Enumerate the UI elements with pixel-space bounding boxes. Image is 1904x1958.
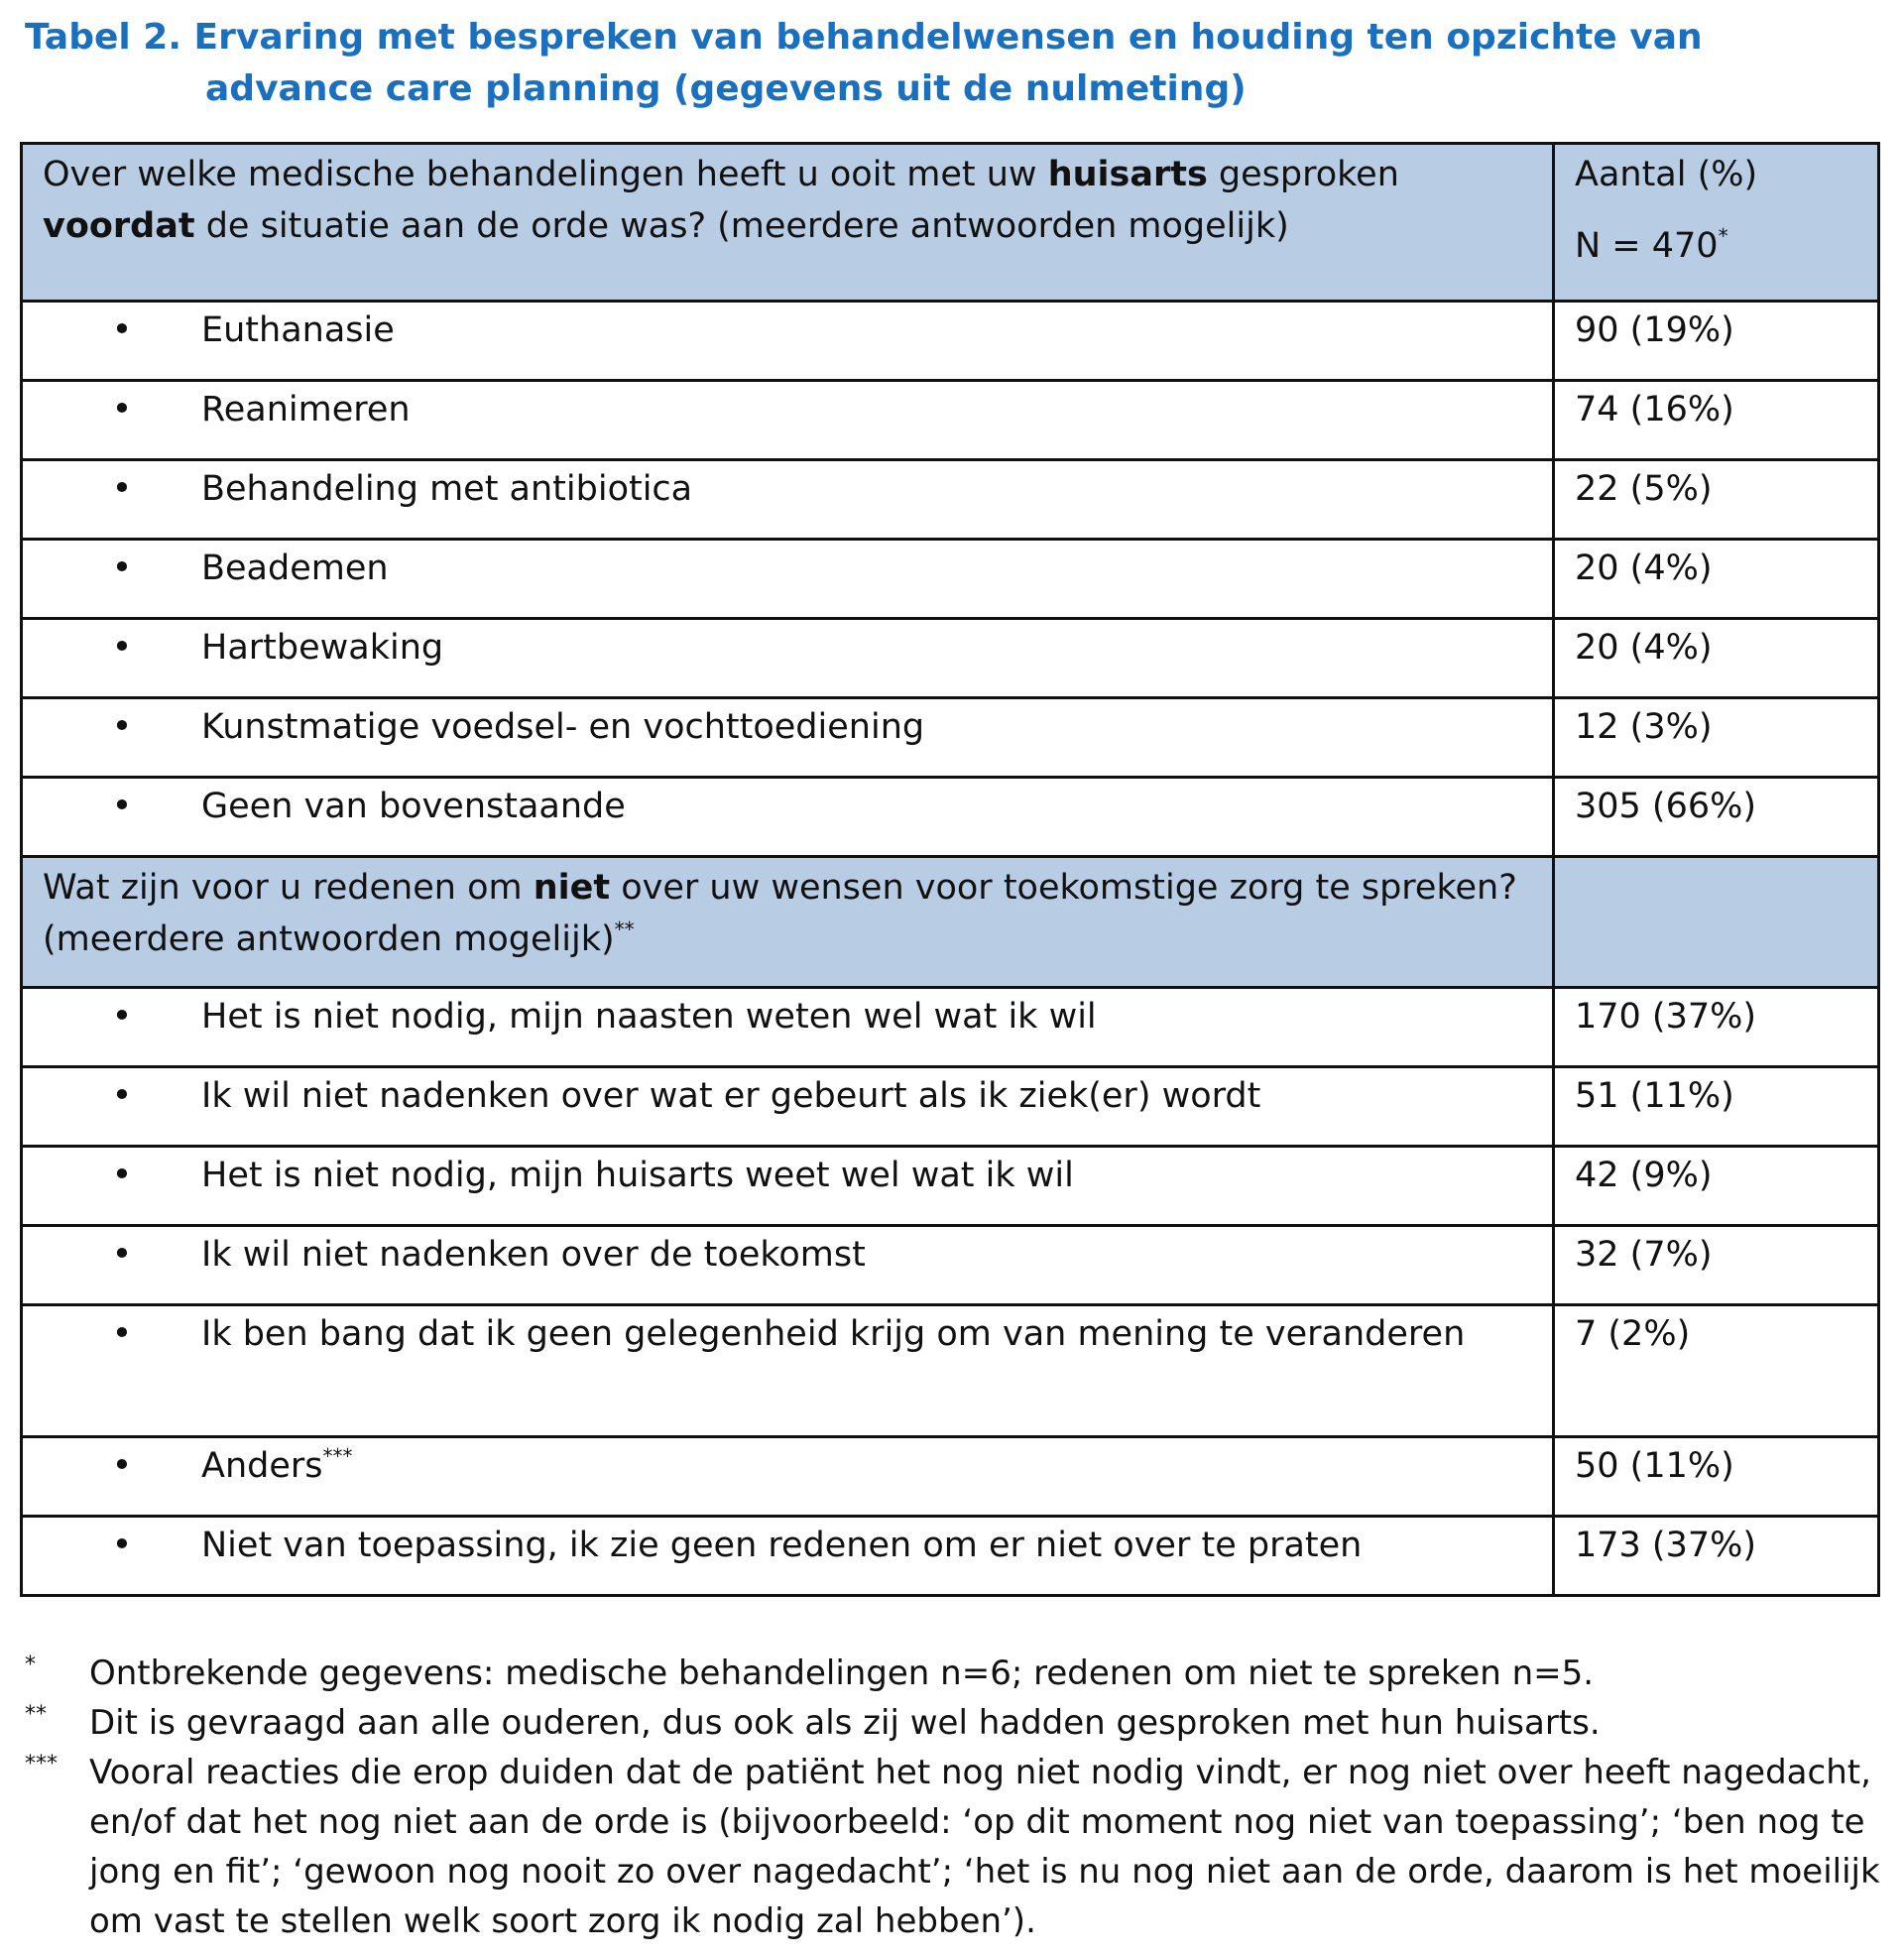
footnote-text: Vooral reacties die erop duiden dat de patiënt het nog niet nodig vindt, er nog niet over heeft nagedacht, en/of dat het nog niet aan de orde is (bijvoorbeeld: ‘op dit moment nog niet van toepassing’; ‘ben nog te jong en fit’; ‘gewoon nog nooit zo over nagedacht’; ‘het is nu nog niet aan de orde, daarom is het moeilijk om vast te stellen welk soort zorg ik nodig zal hebben’).: [89, 1753, 1880, 1941]
sample-size-label: N = 470: [1575, 226, 1719, 266]
bullet-icon: •: [111, 310, 133, 350]
table-row: [22, 1147, 1879, 1226]
row-value: 20 (4%): [1554, 540, 1879, 619]
footnote: [25, 1748, 1889, 1946]
row-label: Ik ben bang dat ik geen gelegenheid krijg om van mening te veranderen: [201, 1314, 1466, 1354]
bullet-icon: •: [111, 1446, 133, 1486]
row-value: 20 (4%): [1554, 619, 1879, 698]
table-title-line2: advance care planning (gegevens uit de nulmeting): [205, 68, 1247, 109]
row-value: 22 (5%): [1554, 460, 1879, 540]
footnote-text: Dit is gevraagd aan alle ouderen, dus ook als zij wel hadden gesproken met hun huisarts.: [89, 1703, 1601, 1743]
count-header-label: Aantal (%): [1575, 155, 1758, 194]
row-value: 12 (3%): [1554, 698, 1879, 778]
bullet-icon: •: [111, 707, 133, 747]
row-value: 32 (7%): [1554, 1226, 1879, 1305]
question-text: gesproken: [1207, 155, 1399, 194]
bullet-icon: •: [111, 628, 133, 668]
table-row: [22, 698, 1879, 778]
bullet-icon: •: [111, 787, 133, 826]
table-row: [22, 460, 1879, 540]
section1-header-row: [22, 144, 1879, 302]
row-label: Euthanasie: [201, 310, 395, 350]
table-row: [22, 778, 1879, 857]
table-row: [22, 381, 1879, 460]
row-label: Geen van bovenstaande: [201, 787, 626, 826]
question-text: Wat zijn voor u redenen om: [43, 868, 534, 908]
row-label: Kunstmatige voedsel- en vochttoediening: [201, 707, 925, 747]
row-label: Ik wil niet nadenken over wat er gebeurt als ik ziek(er) wordt: [201, 1076, 1261, 1116]
question-text: over uw wensen voor toekomstige zorg te spreken? (meerdere antwoorden mogelijk): [43, 868, 1517, 959]
row-value: 170 (37%): [1554, 988, 1879, 1067]
table-row: [22, 1517, 1879, 1596]
bullet-icon: •: [111, 1526, 133, 1565]
question-emphasis: niet: [533, 868, 611, 908]
row-value: 51 (11%): [1554, 1067, 1879, 1147]
section1-question: [22, 144, 1554, 302]
row-value: 7 (2%): [1554, 1305, 1879, 1437]
row-value: 74 (16%): [1554, 381, 1879, 460]
footnotes: [25, 1649, 1889, 1946]
row-value: 173 (37%): [1554, 1517, 1879, 1596]
table-row: [22, 988, 1879, 1067]
row-label: Hartbewaking: [201, 628, 444, 668]
table-row: [22, 540, 1879, 619]
footnote-marker: *: [1718, 224, 1728, 248]
question-emphasis: huisarts: [1047, 155, 1208, 194]
footnote: [25, 1649, 1889, 1698]
section2-question: [22, 857, 1554, 988]
bullet-icon: •: [111, 390, 133, 429]
table-row: [22, 619, 1879, 698]
bullet-icon: •: [111, 997, 133, 1037]
row-value: 42 (9%): [1554, 1147, 1879, 1226]
row-label: Anders: [201, 1446, 323, 1486]
count-header: [1554, 144, 1879, 302]
question-emphasis: voordat: [43, 206, 195, 246]
row-label: Beademen: [201, 549, 389, 588]
row-value: 305 (66%): [1554, 778, 1879, 857]
bullet-icon: •: [111, 549, 133, 588]
bullet-icon: •: [111, 1314, 133, 1354]
row-label: Het is niet nodig, mijn naasten weten wel wat ik wil: [201, 997, 1097, 1037]
row-label: Ik wil niet nadenken over de toekomst: [201, 1235, 866, 1275]
row-label: Reanimeren: [201, 390, 411, 429]
footnote-marker: ***: [322, 1444, 353, 1468]
table-row: [22, 1067, 1879, 1147]
bullet-icon: •: [111, 1235, 133, 1275]
bullet-icon: •: [111, 1156, 133, 1195]
section2-count-cell: [1554, 857, 1879, 988]
footnote-marker: *: [25, 1652, 36, 1677]
table-row: [22, 1305, 1879, 1437]
table-title-line1: Tabel 2. Ervaring met bespreken van behandelwensen en houding ten opzichte van: [25, 17, 1703, 58]
table-title: [25, 12, 1889, 115]
question-text: Over welke medische behandelingen heeft u ooit met uw: [43, 155, 1048, 194]
footnote-marker: ***: [25, 1752, 58, 1776]
footnote-marker: **: [25, 1702, 47, 1727]
footnote-text: Ontbrekende gegevens: medische behandelingen n=6; redenen om niet te spreken n=5.: [89, 1653, 1595, 1693]
bullet-icon: •: [111, 1076, 133, 1116]
row-value: 50 (11%): [1554, 1437, 1879, 1517]
table-row: [22, 302, 1879, 381]
footnote-marker: **: [614, 918, 635, 941]
row-label: Niet van toepassing, ik zie geen redenen om er niet over te praten: [201, 1526, 1363, 1565]
table-row: [22, 1437, 1879, 1517]
row-value: 90 (19%): [1554, 302, 1879, 381]
sample-size: [1575, 220, 1857, 272]
bullet-icon: •: [111, 469, 133, 509]
section2-header-row: [22, 857, 1879, 988]
row-label: Behandeling met antibiotica: [201, 469, 693, 509]
footnote: [25, 1698, 1889, 1748]
row-label: Het is niet nodig, mijn huisarts weet wel wat ik wil: [201, 1156, 1074, 1195]
table-row: [22, 1226, 1879, 1305]
results-table: [20, 142, 1880, 1597]
question-text: de situatie aan de orde was? (meerdere antwoorden mogelijk): [194, 206, 1289, 246]
